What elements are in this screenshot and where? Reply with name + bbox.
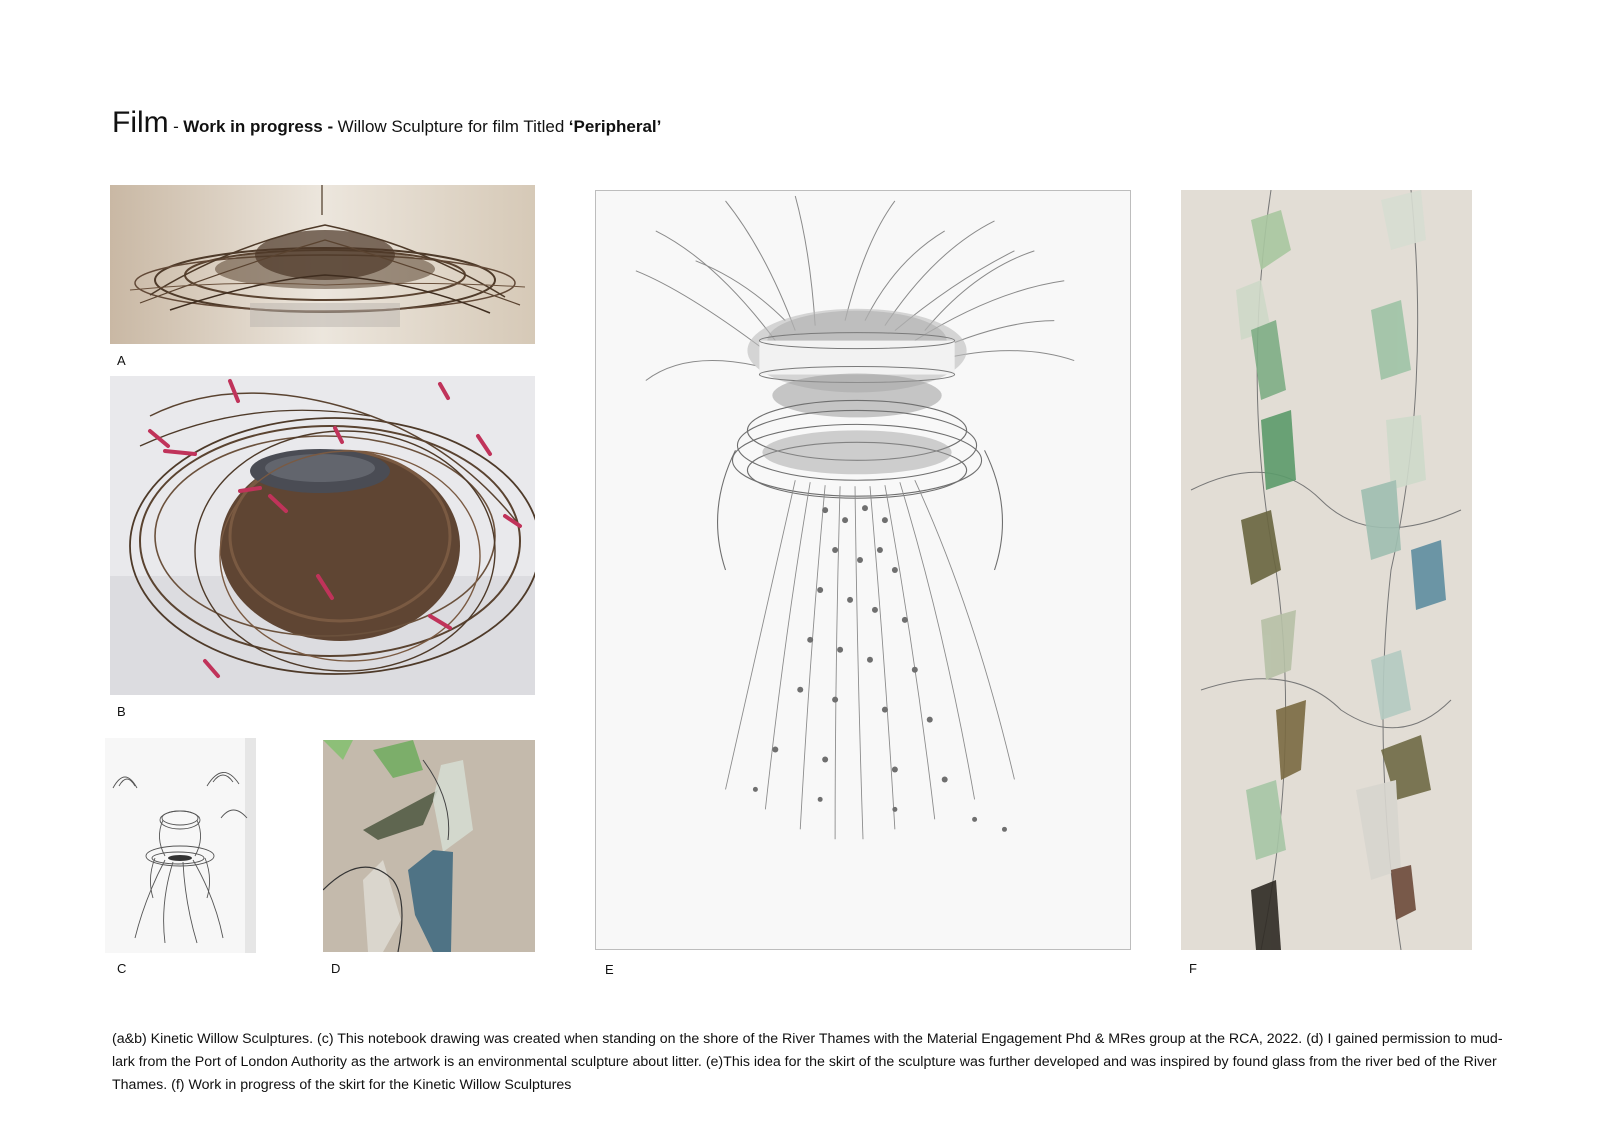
figure-a-label: A (117, 353, 126, 368)
figure-d-label: D (331, 961, 341, 976)
heading-subtitle: Willow Sculpture for film Titled (337, 117, 565, 136)
figure-f-glass-skirt-photo (1181, 190, 1472, 950)
figure-c-notebook-sketch (105, 738, 256, 953)
figure-b-willow-nest-photo (110, 376, 535, 695)
page-heading (112, 108, 661, 138)
figure-a-willow-sculpture-photo (110, 185, 535, 344)
heading-work-in-progress: Work in progress - (183, 117, 334, 136)
heading-dash: - (173, 117, 179, 136)
figure-d-river-glass-photo (323, 740, 535, 952)
figure-c-label: C (117, 961, 127, 976)
heading-film: Film (112, 106, 169, 139)
figure-caption: (a&b) Kinetic Willow Sculptures. (c) This notebook drawing was created when standing on the shore of the River Thames with the Material Engagement Phd & MRes group at the RCA, 2022. (d) I gained permission to mud-lark from the Port of London Authority as the artwork is an environmental sculpture about litter. (e)This idea for the skirt of the sculpture was further developed and was inspired by found glass from the river bed of the River Thames. (f) Work in progress of the skirt for the Kinetic Willow Sculptures (112, 1031, 1503, 1094)
figure-e-pencil-drawing (595, 190, 1131, 950)
figure-e-label: E (605, 962, 614, 977)
heading-film-title: ‘Peripheral’ (568, 117, 662, 136)
figure-b-label: B (117, 704, 126, 719)
figure-f-label: F (1189, 961, 1197, 976)
